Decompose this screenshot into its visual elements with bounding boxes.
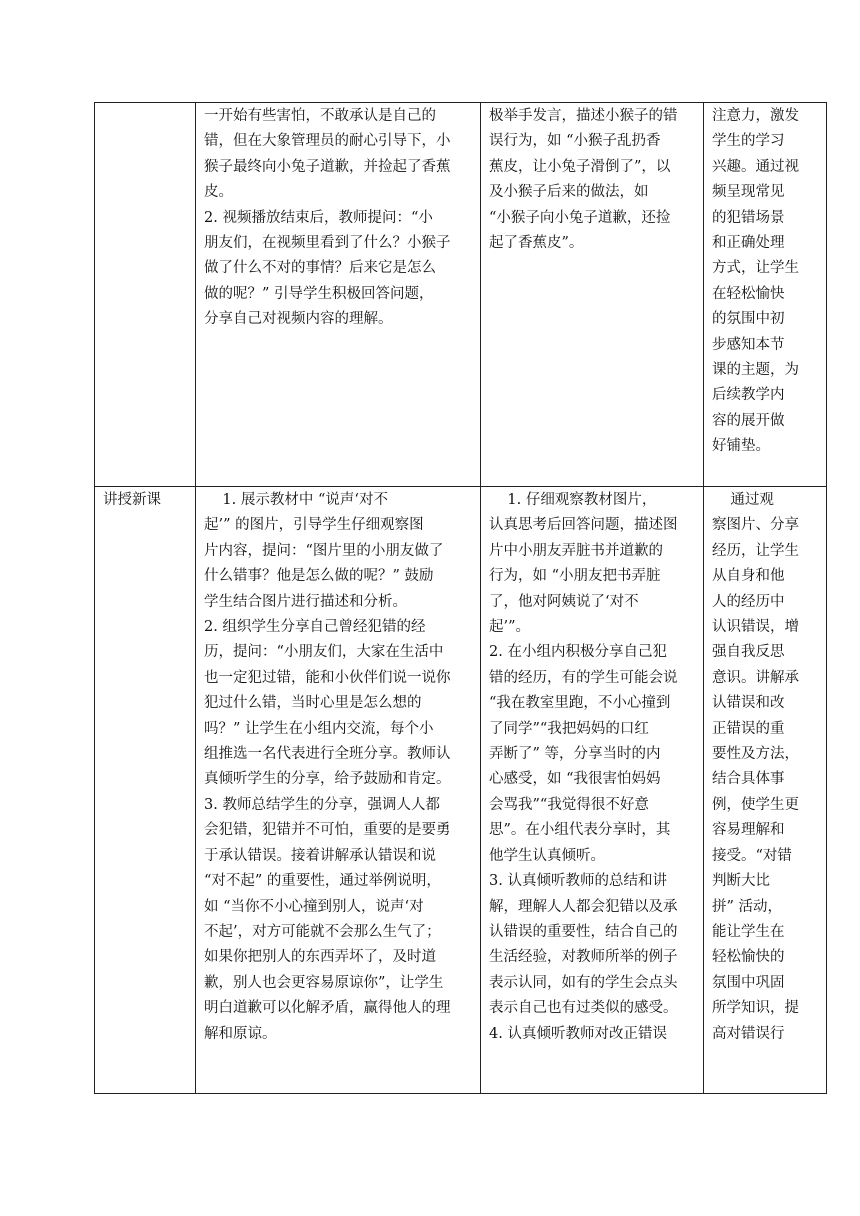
text-line: 2. 组织学生分享自己曾经犯错的经 bbox=[204, 619, 426, 636]
lesson-plan-table bbox=[94, 102, 827, 1094]
text-line: 察图片、分享 bbox=[712, 517, 799, 534]
text-line: 片中小朋友弄脏书并道歉的 bbox=[489, 542, 663, 559]
text-line: 判断大比 bbox=[712, 873, 770, 890]
text-line: “小猴子向小兔子道歉，还捡 bbox=[489, 209, 671, 226]
text-line: 思”。在小组代表分享时，其 bbox=[489, 822, 671, 839]
text-line: 他学生认真倾听。 bbox=[489, 847, 605, 864]
text-line: 误行为，如 “小猴子乱扔香 bbox=[489, 133, 661, 150]
text-line: 解和原谅。 bbox=[204, 1025, 277, 1042]
text-line: 什么错事？他是怎么做的呢？” 鼓励 bbox=[204, 568, 434, 585]
text-line: 后续教学内 bbox=[712, 387, 785, 404]
text-line: 接受。“对错 bbox=[712, 847, 792, 864]
text-line: 了，他对阿姨说了‘对不 bbox=[489, 593, 639, 610]
design-intent-cell bbox=[704, 487, 827, 1094]
text-line: 氛围中巩固 bbox=[712, 974, 785, 991]
text-line: 朋友们，在视频里看到了什么？小猴子 bbox=[204, 235, 451, 252]
text-line: 了同学”“我把妈妈的口红 bbox=[489, 720, 649, 737]
text-line: 蕉皮，让小兔子滑倒了”，以 bbox=[489, 158, 671, 175]
text-line: 认真思考后回答问题，描述图 bbox=[489, 517, 678, 534]
text-line: 错，但在大象管理员的耐心引导下，小 bbox=[204, 133, 451, 150]
text-line: 弄断了” 等，分享当时的内 bbox=[489, 746, 661, 763]
text-line: 吗？” 让学生在小组内交流，每个小 bbox=[204, 720, 434, 737]
text-line: 拼” 活动， bbox=[712, 898, 783, 915]
text-line: “对不起” 的重要性，通过举例说明， bbox=[204, 873, 441, 890]
text-line: 频呈现常见 bbox=[712, 184, 785, 201]
text-line: 犯过什么错，当时心里是怎么想的 bbox=[204, 695, 422, 712]
teacher-activity-cell bbox=[196, 487, 481, 1094]
text-line: 1. 展示教材中 “说声‘对不 bbox=[204, 492, 389, 508]
stage-cell bbox=[95, 487, 196, 1094]
stage-label: 讲授新课 bbox=[103, 492, 161, 508]
text-line: 从自身和他 bbox=[712, 568, 785, 585]
text-line: 能让学生在 bbox=[712, 923, 785, 940]
student-activity-cell bbox=[481, 487, 704, 1094]
text-line: 4. 认真倾听教师对改正错误 bbox=[489, 1025, 667, 1042]
text-line: 历，提问：“小朋友们，大家在生活中 bbox=[204, 644, 444, 661]
design-intent-cell bbox=[704, 103, 827, 487]
text-line: “我在教室里跑，不小心撞到 bbox=[489, 695, 671, 712]
text-line: 兴趣。通过视 bbox=[712, 158, 799, 175]
stage-cell bbox=[95, 103, 196, 487]
text-line: 真倾听学生的分享，给予鼓励和肯定。 bbox=[204, 771, 451, 788]
teacher-activity-cell bbox=[196, 103, 481, 487]
text-line: 意识。讲解承 bbox=[712, 669, 799, 686]
text-line: 和正确处理 bbox=[712, 235, 785, 252]
text-line: 认识错误，增 bbox=[712, 619, 799, 636]
table-row bbox=[95, 487, 827, 1094]
text-line: 注意力，激发 bbox=[712, 108, 799, 124]
text-line: 轻松愉快的 bbox=[712, 949, 785, 966]
text-line: 皮。 bbox=[204, 184, 233, 201]
text-line: 步感知本节 bbox=[712, 336, 785, 353]
text-line: 极举手发言，描述小猴子的错 bbox=[489, 108, 678, 124]
text-line: 通过观 bbox=[712, 492, 774, 508]
text-line: 起’” 的图片，引导学生仔细观察图 bbox=[204, 517, 424, 534]
table-row bbox=[95, 103, 827, 487]
text-line: 在轻松愉快 bbox=[712, 285, 785, 302]
text-line: 2. 视频播放结束后，教师提问：“小 bbox=[204, 209, 433, 226]
text-line: 错的经历，有的学生可能会说 bbox=[489, 669, 678, 686]
text-line: 起了香蕉皮”。 bbox=[489, 235, 584, 252]
text-line: 明白道歉可以化解矛盾，赢得他人的理 bbox=[204, 1000, 451, 1017]
text-line: 表示认同，如有的学生会点头 bbox=[489, 974, 678, 991]
text-line: 例，使学生更 bbox=[712, 796, 799, 813]
text-line: 的犯错场景 bbox=[712, 209, 785, 226]
text-line: 及小猴子后来的做法，如 bbox=[489, 184, 649, 201]
text-line: 容易理解和 bbox=[712, 822, 785, 839]
text-line: 会骂我”“我觉得很不好意 bbox=[489, 796, 649, 813]
text-line: 分享自己对视频内容的理解。 bbox=[204, 311, 393, 328]
text-line: 歉，别人也会更容易原谅你”，让学生 bbox=[204, 974, 444, 991]
text-line: 容的展开做 bbox=[712, 412, 785, 429]
text-line: 也一定犯过错，能和小伙伴们说一说你 bbox=[204, 669, 451, 686]
text-line: 1. 仔细观察教材图片， bbox=[489, 492, 657, 508]
text-line: 如果你把别人的东西弄坏了，及时道 bbox=[204, 949, 436, 966]
text-line: 结合具体事 bbox=[712, 771, 785, 788]
text-line: 于承认错误。接着讲解承认错误和说 bbox=[204, 847, 436, 864]
text-line: 生活经验，对教师所举的例子 bbox=[489, 949, 678, 966]
text-line: 3. 认真倾听教师的总结和讲 bbox=[489, 873, 667, 890]
student-activity-cell bbox=[481, 103, 704, 487]
text-line: 认错误的重要性，结合自己的 bbox=[489, 923, 678, 940]
text-line: 如 “当你不小心撞到别人，说声‘对 bbox=[204, 898, 424, 915]
text-line: 起’”。 bbox=[489, 619, 531, 636]
text-line: 表示自己也有过类似的感受。 bbox=[489, 1000, 678, 1017]
text-line: 正错误的重 bbox=[712, 720, 785, 737]
text-line: 组推选一名代表进行全班分享。教师认 bbox=[204, 746, 451, 763]
text-line: 学生结合图片进行描述和分析。 bbox=[204, 593, 407, 610]
text-line: 学生的学习 bbox=[712, 133, 785, 150]
text-line: 人的经历中 bbox=[712, 593, 785, 610]
text-line: 解，理解人人都会犯错以及承 bbox=[489, 898, 678, 915]
text-line: 好铺垫。 bbox=[712, 438, 770, 455]
text-line: 经历，让学生 bbox=[712, 542, 799, 559]
text-line: 强自我反思 bbox=[712, 644, 785, 661]
text-line: 会犯错，犯错并不可怕，重要的是要勇 bbox=[204, 822, 451, 839]
text-line: 做的呢？” 引导学生积极回答问题， bbox=[204, 285, 434, 302]
text-line: 心感受，如 “我很害怕妈妈 bbox=[489, 771, 661, 788]
text-line: 做了什么不对的事情？后来它是怎么 bbox=[204, 260, 436, 277]
text-line: 一开始有些害怕，不敢承认是自己的 bbox=[204, 108, 436, 124]
text-line: 不起’，对方可能就不会那么生气了； bbox=[204, 923, 441, 940]
text-line: 行为，如 “小朋友把书弄脏 bbox=[489, 568, 661, 585]
text-line: 2. 在小组内积极分享自己犯 bbox=[489, 644, 667, 661]
text-line: 所学知识，提 bbox=[712, 1000, 799, 1017]
text-line: 猴子最终向小兔子道歉，并捡起了香蕉 bbox=[204, 158, 451, 175]
text-line: 片内容，提问：“图片里的小朋友做了 bbox=[204, 542, 444, 559]
text-line: 要性及方法， bbox=[712, 746, 799, 763]
text-line: 高对错误行 bbox=[712, 1025, 785, 1042]
text-line: 的氛围中初 bbox=[712, 311, 785, 328]
text-line: 认错误和改 bbox=[712, 695, 785, 712]
text-line: 方式，让学生 bbox=[712, 260, 799, 277]
text-line: 3. 教师总结学生的分享，强调人人都 bbox=[204, 796, 440, 813]
text-line: 课的主题，为 bbox=[712, 362, 799, 379]
